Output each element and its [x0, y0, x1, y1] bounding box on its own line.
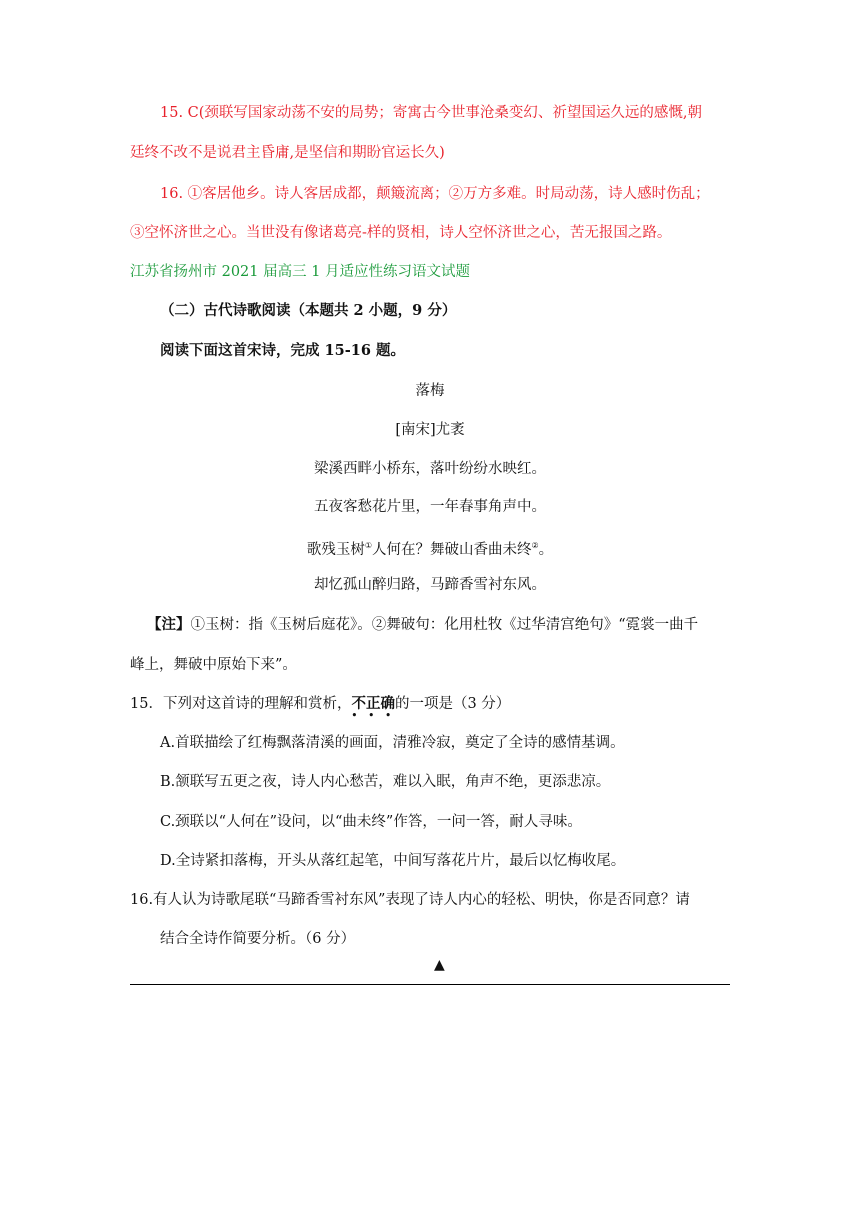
question-15-option-c: C.颈联以“人何在”设问，以“曲未终”作答，一问一答，耐人寻味。 — [160, 814, 582, 830]
triangle-marker-icon: ▲ — [434, 957, 445, 973]
note-line-2: 峰上，舞破中原始下来”。 — [130, 657, 297, 673]
question-15-option-d: D.全诗紧扣落梅，开头从落红起笔，中间写落花片片，最后以忆梅收尾。 — [160, 853, 626, 869]
answer-line — [130, 984, 730, 985]
note-line-1: 【注】①玉树：指《玉树后庭花》。②舞破句：化用杜牧《过华清宫绝句》“霓裳一曲千 — [147, 616, 699, 633]
poem-line-3: 歌残玉树①人何在？舞破山香曲未终②。 — [306, 541, 554, 558]
question-15-option-b: B.颔联写五更之夜，诗人内心愁苦，难以入眠，角声不绝，更添悲凉。 — [160, 774, 611, 790]
question-16-line-1: 16.有人认为诗歌尾联“马蹄香雪衬东风”表现了诗人内心的轻松、明快，你是否同意？请 — [130, 892, 690, 908]
poem-line-2: 五夜客愁花片里，一年春事角声中。 — [314, 499, 546, 515]
question-16-line-2: 结合全诗作简要分析。（6 分） — [160, 931, 356, 947]
question-15-stem: 15．下列对这首诗的理解和赏析，不正确 • • • 的一项是（3 分） — [130, 695, 511, 721]
source-title: 江苏省扬州市 2021 届高三 1 月适应性练习语文试题 — [130, 264, 471, 280]
footnote-ref-2: ② — [531, 541, 539, 550]
poem-author: [南宋]尤袤 — [395, 422, 465, 438]
answer-15-line-2: 廷终不改不是说君主昏庸,是坚信和期盼官运长久) — [130, 145, 445, 161]
answer-area[interactable] — [130, 955, 730, 985]
answer-15-line-1: 15. C(颈联写国家动荡不安的局势；寄寓古今世事沧桑变幻、祈望国运久远的感慨,朝 — [160, 105, 703, 121]
poem-title: 落梅 — [415, 383, 445, 399]
question-15-option-a: A.首联描绘了红梅飘落清溪的画面，清雅冷寂，奠定了全诗的感情基调。 — [160, 735, 625, 751]
note-label: 【注】 — [147, 616, 191, 633]
instruction: 阅读下面这首宋诗，完成 15-16 题。 — [160, 342, 405, 359]
footnote-ref-1: ① — [364, 541, 372, 550]
answer-16-line-2: ③空怀济世之心。当世没有像诸葛亮-样的贤相，诗人空怀济世之心，苦无报国之路。 — [130, 225, 672, 241]
section-heading: （二）古代诗歌阅读（本题共 2 小题，9 分） — [160, 302, 457, 319]
poem-line-4: 却忆孤山醉归路，马蹄香雪衬东风。 — [314, 577, 546, 593]
emphasis-not-correct: 不正确 • • • — [351, 695, 395, 721]
answer-16-line-1: 16. ①客居他乡。诗人客居成都，颠簸流离；②万方多难。时局动荡，诗人感时伤乱； — [160, 186, 710, 202]
poem-line-1: 梁溪西畔小桥东，落叶纷纷水映红。 — [314, 461, 546, 477]
